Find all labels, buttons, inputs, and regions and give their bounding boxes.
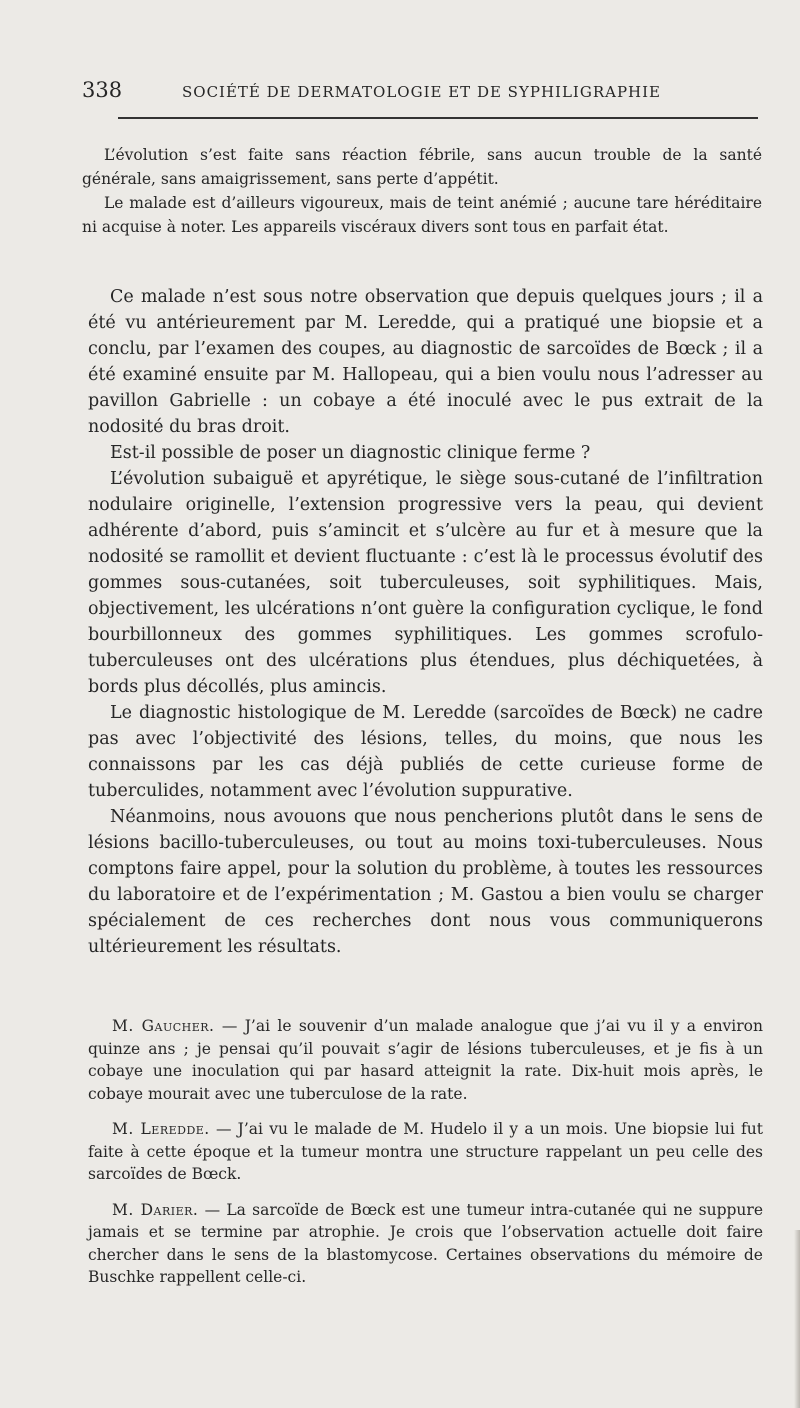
remark-text: — La sarcoïde de Bœck est une tumeur intra-cutanée qui ne suppure jamais et se termine par atrophie. Je crois que l’observation actuelle doit faire chercher dans le sens de la blastomycose. Certaines observations du mémoire de Buschke rappellent celle-ci. <box>88 1200 763 1286</box>
body-paragraph: Est-il possible de poser un diagnostic clinique ferme ? <box>110 443 591 463</box>
body-paragraph: Ce malade n’est sous notre observation que depuis quelques jours ; il a été vu antérieurement par M. Leredde, qui a pratiqué une biopsie et a conclu, par l’examen des coupes, au diagnostic de sarcoïdes de Bœck ; il a été examiné ensuite par M. Hallopeau, qui a bien voulu nous l’adresser au pavillon Gabrielle : un cobaye a été inoculé avec le pus extrait de la nodosité du bras droit. <box>88 287 763 437</box>
discussion-entry-leredde <box>88 1118 763 1186</box>
discussion-entry-gaucher <box>88 1015 763 1105</box>
header-rule <box>118 117 758 119</box>
remark-text: — J’ai le souvenir d’un malade analogue que j’ai vu il y a environ quinze ans ; je pensai qu’il pouvait s’agir de lésions tuberculeuses, et je fis à un cobaye une inoculation qui par hasard atteignit la rate. Dix-huit mois après, le cobaye mourait avec une tuberculose de la rate. <box>88 1017 763 1103</box>
speaker-name: M. Darier. <box>112 1200 199 1219</box>
main-body <box>88 284 763 960</box>
page-edge-shadow <box>794 1230 800 1408</box>
intro-paragraph: L’évolution s’est faite sans réaction fébrile, sans aucun trouble de la santé générale, sans amaigrissement, sans perte d’appétit. <box>82 146 762 188</box>
page-header <box>82 78 760 102</box>
page-number: 338 <box>82 78 123 102</box>
remark-text: — J’ai vu le malade de M. Hudelo il y a un mois. Une biopsie lui fut faite à cette époque et la tumeur montra une structure rappelant un peu celle des sarcoïdes de Bœck. <box>88 1120 763 1183</box>
speaker-name: M. Gaucher. <box>112 1017 215 1035</box>
intro-paragraph: Le malade est d’ailleurs vigoureux, mais de teint anémié ; aucune tare héréditaire ni acquise à noter. Les appareils viscéraux divers sont tous en parfait état. <box>82 194 762 236</box>
discussion-entry-darier <box>88 1199 763 1289</box>
body-paragraph: Le diagnostic histologique de M. Leredde (sarcoïdes de Bœck) ne cadre pas avec l’objectivité des lésions, telles, du moins, que nous les connaissons par les cas déjà publiés de cette curieuse forme de tuberculides, notamment avec l’évolution suppurative. <box>88 703 763 801</box>
intro-section <box>82 143 762 239</box>
speaker-name: M. Leredde. <box>112 1120 210 1138</box>
body-paragraph: Néanmoins, nous avouons que nous pencherions plutôt dans le sens de lésions bacillo-tuberculeuses, ou tout au moins toxi-tuberculeuses. Nous comptons faire appel, pour la solution du problème, à toutes les ressources du laboratoire et de l’expérimentation ; M. Gastou a bien voulu se charger spécialement de ces recherches dont nous vous communiquerons ultérieurement les résultats. <box>88 807 763 957</box>
running-title: SOCIÉTÉ DE DERMATOLOGIE ET DE SYPHILIGRAPHIE <box>182 83 662 101</box>
discussion-section <box>88 1015 763 1302</box>
body-paragraph: L’évolution subaiguë et apyrétique, le siège sous-cutané de l’infiltration nodulaire originelle, l’extension progressive vers la peau, qui devient adhérente d’abord, puis s’amincit et s’ulcère au fur et à mesure que la nodosité se ramollit et devient fluctuante : c’est là le processus évolutif des gommes sous-cutanées, soit tuberculeuses, soit syphilitiques. Mais, objectivement, les ulcérations n’ont guère la configuration cyclique, le fond bourbillonneux des gommes syphilitiques. Les gommes scrofulo-tuberculeuses ont des ulcérations plus étendues, plus déchiquetées, à bords plus décollés, plus amincis. <box>88 469 763 697</box>
